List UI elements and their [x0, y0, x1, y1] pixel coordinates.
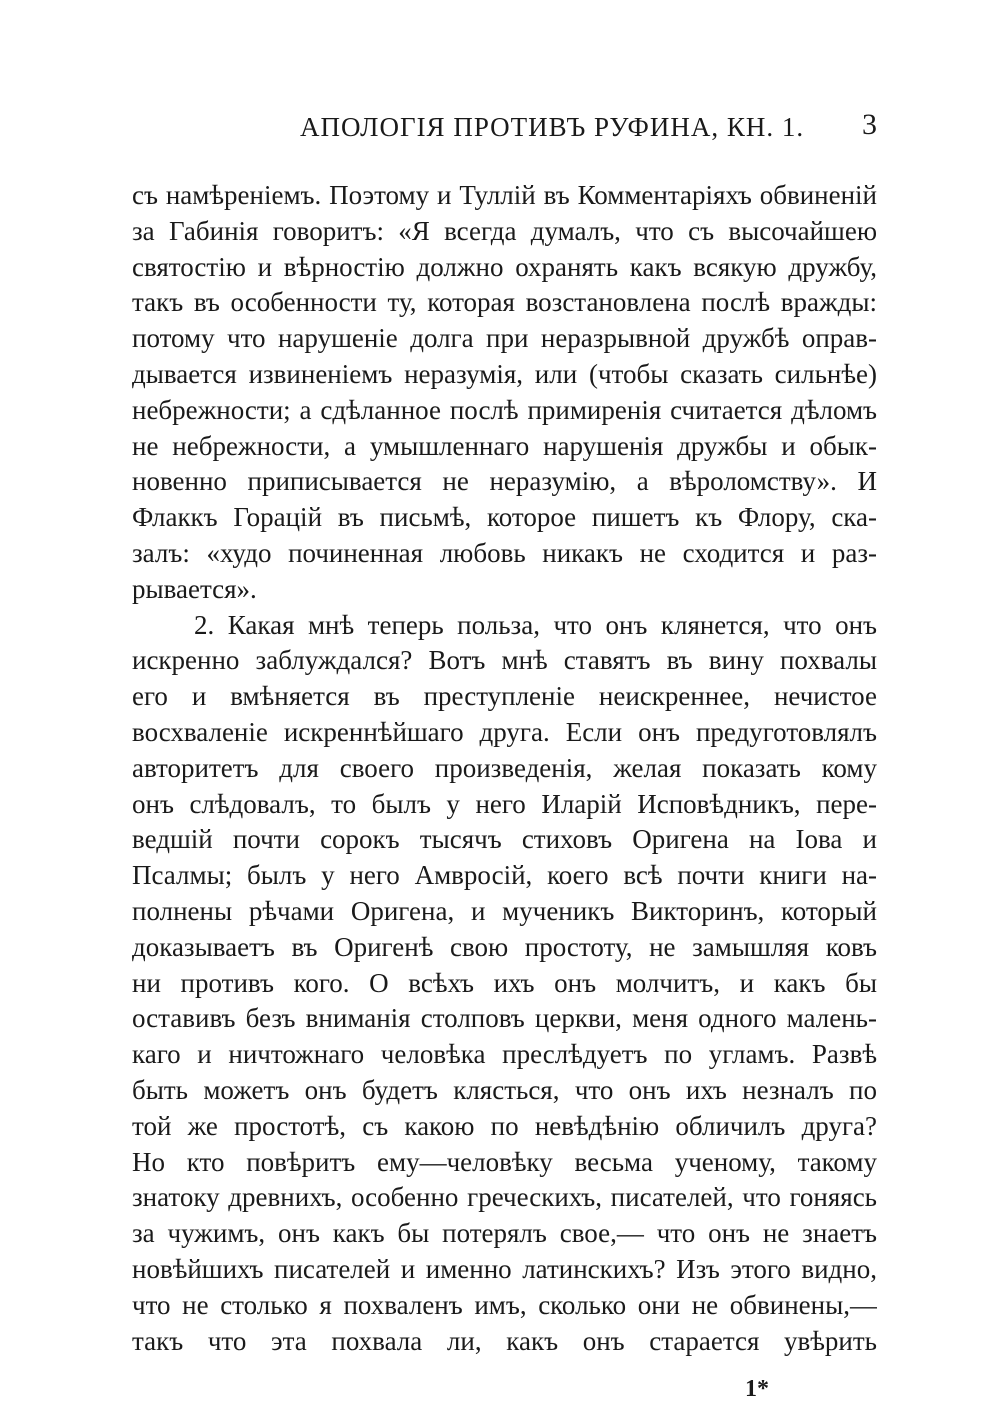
- text-line: ни противъ кого. О всѣхъ ихъ онъ молчитъ, и какъ бы: [132, 967, 877, 998]
- text-line: не небрежности, а умышленнаго нарушенія дружбы и обык-: [132, 430, 877, 461]
- paragraph-end-line: рывается».: [132, 573, 257, 604]
- text-line: той же простотѣ, съ какою по невѣдѣнію обличилъ друга?: [132, 1110, 877, 1141]
- text-line: ведшій почти сорокъ тысячъ стиховъ Оригена на Іова и: [132, 824, 877, 855]
- text-line: онъ слѣдовалъ, то былъ у него Иларій Исповѣдникъ, пере-: [132, 788, 877, 819]
- text-line: залъ: «худо починенная любовь никакъ не сходится и раз-: [132, 537, 877, 568]
- text-line: дывается извиненіемъ неразумія, или (чтобы сказать сильнѣе): [132, 358, 877, 389]
- text-line: каго и ничтожнаго человѣка преслѣдуетъ по угламъ. Развѣ: [132, 1039, 877, 1070]
- text-line: такъ что эта похвала ли, какъ онъ старается увѣрить: [132, 1325, 877, 1356]
- text-line: Псалмы; былъ у него Амвросій, коего всѣ почти книги на-: [132, 860, 877, 891]
- page-header: [132, 108, 877, 152]
- text-line: небрежности; а сдѣланное послѣ примиренія считается дѣломъ: [132, 394, 877, 425]
- text-line: такъ въ особенности ту, которая возстановлена послѣ вражды:: [132, 287, 877, 318]
- text-line: съ намѣреніемъ. Поэтому и Туллій въ Комментаріяхъ обвиненій: [132, 180, 877, 210]
- text-line: восхваленіе искреннѣйшаго друга. Если онъ предуготовлялъ: [132, 716, 877, 747]
- body-text: [132, 178, 877, 1359]
- text-line: за Габинія говоритъ: «Я всегда думалъ, что съ высочайшею: [132, 215, 877, 246]
- text-line: Флаккъ Горацій въ письмѣ, которое пишетъ къ Флору, ска-: [132, 502, 877, 533]
- text-line: знатоку древнихъ, особенно греческихъ, писателей, что гоняясь: [132, 1182, 877, 1213]
- paragraph-start-line: 2. Какая мнѣ теперь польза, что онъ клянется, что онъ: [194, 609, 877, 640]
- page-number: 3: [862, 108, 877, 141]
- text-line: за чужимъ, онъ какъ бы потерялъ свое,— что онъ не знаетъ: [132, 1218, 877, 1249]
- text-line: оставивъ безъ вниманія столповъ церкви, меня одного малень-: [132, 1003, 877, 1034]
- text-line: потому что нарушеніе долга при неразрывной дружбѣ оправ-: [132, 323, 877, 354]
- text-line: Но кто повѣритъ ему—человѣку весьма ученому, такому: [132, 1146, 877, 1177]
- text-line: авторитетъ для своего произведенія, желая показать кому: [132, 752, 877, 783]
- running-head: АПОЛОГІЯ ПРОТИВЪ РУФИНА, КН. 1.: [300, 112, 805, 142]
- text-line: доказываетъ въ Оригенѣ свою простоту, не замышляя ковъ: [132, 931, 877, 962]
- text-line: полнены рѣчами Оригена, и мученикъ Викторинъ, который: [132, 895, 877, 926]
- text-line: что не столько я похваленъ имъ, сколько они не обвинены,—: [132, 1289, 877, 1320]
- text-line: искренно заблуждался? Вотъ мнѣ ставятъ въ вину похвалы: [132, 645, 877, 676]
- text-line: быть можетъ онъ будетъ клясться, что онъ ихъ незналъ по: [132, 1074, 877, 1105]
- text-line: святостію и вѣрностію должно охранять какъ всякую дружбу,: [132, 251, 877, 282]
- text-line: его и вмѣняется въ преступленіе неискреннее, нечистое: [132, 681, 877, 712]
- text-line: новенно приписывается не неразумію, а вѣроломству». И: [132, 466, 877, 497]
- text-line: новѣйшихъ писателей и именно латинскихъ? Изъ этого видно,: [132, 1253, 877, 1284]
- signature-mark: 1*: [745, 1376, 769, 1402]
